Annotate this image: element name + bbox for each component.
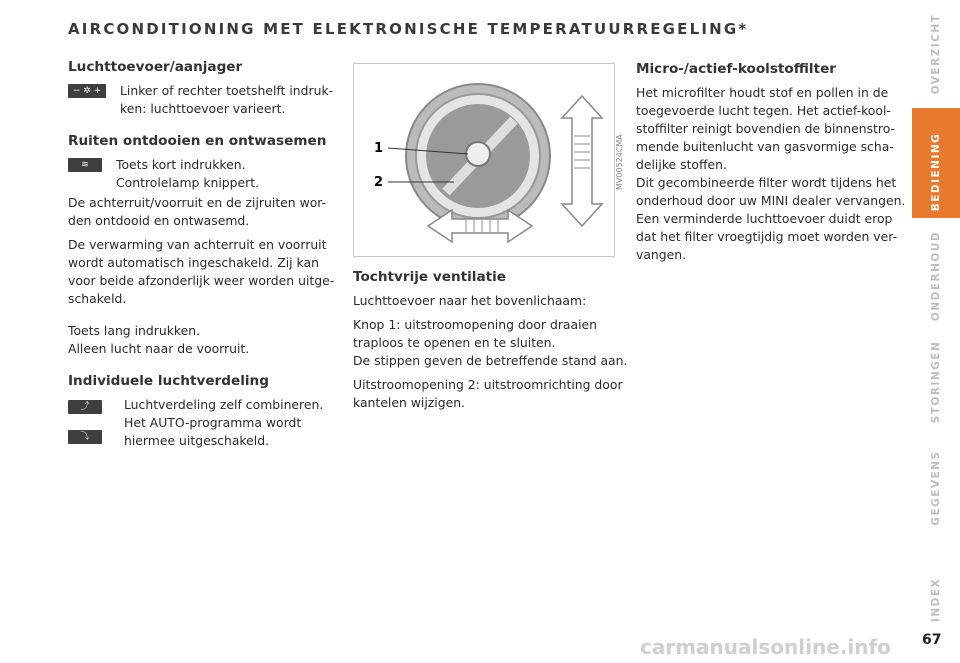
filter-paragraph-2: Dit gecombineerde filter wordt tijdens het onderhoud door uw MINI dealer vervangen. Een verminderde luchttoevoer duidt erop dat het filter vroegtijdig moet worden ver-vangen.	[636, 175, 906, 262]
tochtvrij-paragraph-3: Uitstroomopening 2: uitstroomrichting door kantelen wijzigen.	[353, 377, 623, 410]
tab-gegevens[interactable]: GEGEVENS	[930, 450, 942, 526]
filter-paragraph-1: Het microfilter houdt stof en pollen in de toegevoerde lucht tegen. Het actief-kool-stoffilter reinigt bovendien de binnenstro-mende buitenlucht van gasvormige scha-delijke stoffen.	[636, 85, 895, 172]
defrost-paragraph-3: Toets lang indrukken. Alleen lucht naar de voorruit.	[68, 323, 250, 356]
tochtvrij-paragraph-2: Knop 1: uitstroomopening door draaien traploos te openen en te sluiten. De stippen geven de betreffende stand aan.	[353, 317, 628, 368]
column-middle	[353, 268, 628, 418]
tab-overzicht[interactable]: OVERZICHT	[930, 13, 942, 95]
defrost-row	[68, 156, 343, 192]
page-number: 67	[922, 632, 942, 648]
airflow-upper-icon: ⤴	[68, 400, 102, 414]
air-vent-illustration	[353, 63, 615, 257]
tochtvrij-paragraph-1: Luchttoevoer naar het bovenlichaam:	[353, 293, 587, 308]
tab-bediening[interactable]: BEDIENING	[912, 108, 960, 218]
figure-code: MV00524CMA	[615, 134, 624, 190]
section-heading-filter: Micro-/actief-koolstoffilter	[636, 61, 837, 77]
defrost-paragraph-2: De verwarming van achterruit en voorruit wordt automatisch ingeschakeld. Zij kan voor beide afzonderlijk weer worden uitge-schakeld.	[68, 237, 335, 306]
airflow-text-1: Luchtverdeling zelf combineren.	[124, 397, 324, 412]
watermark: carmanualsonline.info	[640, 635, 891, 659]
defrost-text-1: Toets kort indrukken.	[116, 157, 246, 172]
section-heading-luchtverdeling: Individuele luchtverdeling	[68, 373, 269, 389]
defrost-paragraph-1: De achterruit/voorruit en de zijruiten wor-den ontdooid en ontwasemd.	[68, 195, 327, 228]
airflow-text-2: Het AUTO-programma wordt	[124, 415, 302, 430]
defrost-icon: ≋	[68, 158, 102, 172]
fan-row	[68, 82, 343, 118]
airflow-lower-icon: ⤵	[68, 430, 102, 444]
airflow-text-3: hiermee uitgeschakeld.	[124, 433, 270, 448]
tab-index[interactable]: INDEX	[930, 577, 942, 623]
vertical-arrow-icon	[562, 96, 602, 226]
page-title: AIRCONDITIONING MET ELEKTRONISCHE TEMPERATUURREGELING*	[68, 20, 749, 38]
tab-onderhoud[interactable]: ONDERHOUD	[930, 230, 942, 322]
section-heading-ruiten: Ruiten ontdooien en ontwasemen	[68, 133, 327, 149]
section-heading-tochtvrij: Tochtvrije ventilatie	[353, 269, 507, 285]
airflow-row	[68, 396, 343, 450]
callout-2: 2	[374, 175, 384, 190]
section-heading-luchttoevoer: Luchttoevoer/aanjager	[68, 59, 243, 75]
tab-storingen[interactable]: STORINGEN	[930, 340, 942, 424]
column-right	[636, 60, 911, 270]
air-vent-drawing	[354, 64, 614, 256]
fan-text: Linker of rechter toetshelft indruk-ken: luchttoevoer varieert.	[120, 83, 334, 116]
callout-1: 1	[374, 141, 384, 156]
column-left	[68, 58, 343, 452]
defrost-text-2: Controlelamp knippert.	[116, 175, 260, 190]
fan-minus-plus-icon: − ✲ +	[68, 84, 106, 98]
section-tabs	[912, 0, 960, 663]
